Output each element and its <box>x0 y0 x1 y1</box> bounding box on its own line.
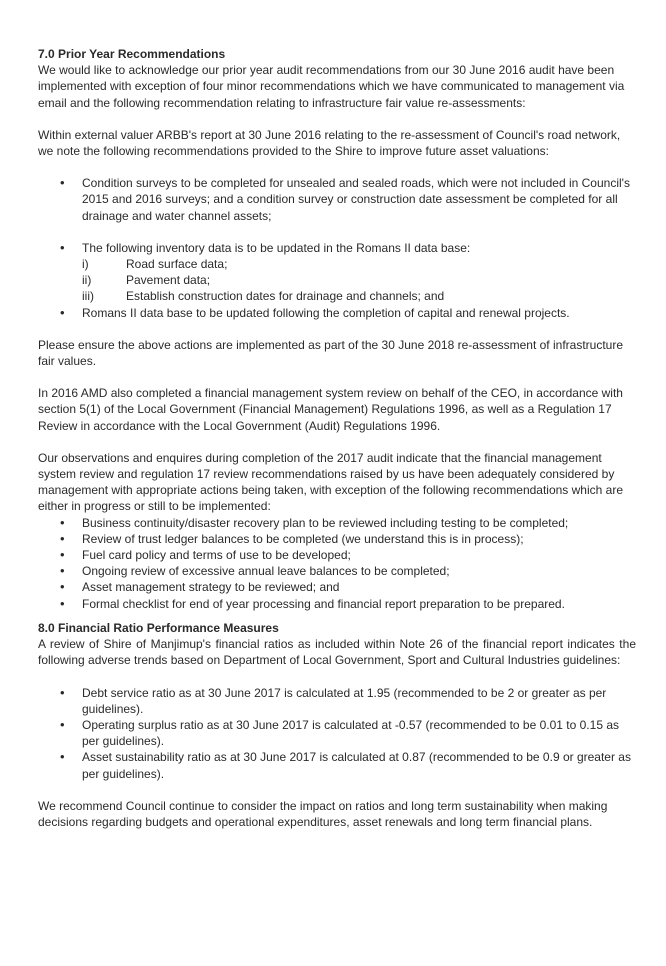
list-item: • Romans II data base to be updated following the completion of capital and renewal projects. <box>38 305 636 321</box>
valuer-recommendations <box>38 175 636 224</box>
inventory-sublist <box>38 256 636 305</box>
list-item: • Ongoing review of excessive annual leave balances to be completed; <box>38 563 636 579</box>
sub-item-number: ii) <box>82 273 92 288</box>
section-8-heading: 8.0 Financial Ratio Performance Measures <box>38 620 279 635</box>
sub-item <box>82 288 636 304</box>
valuer-paragraph: Within external valuer ARBB's report at 30 June 2016 relating to the re-assessment of Council's road network, we note the following recommendations provided to the Shire to improve future asset valuations: <box>38 127 621 159</box>
sub-item-number: i) <box>82 257 89 272</box>
list-item: • Formal checklist for end of year processing and financial report preparation to be prepared. <box>38 596 636 612</box>
list-item <box>38 240 636 305</box>
list-item: • Condition surveys to be completed for unsealed and sealed roads, which were not included in Council's 2015 and 2016 surveys; and a condition survey or construction date assessment be completed for all drainage and water channel assets; <box>38 175 636 224</box>
list-item: • Business continuity/disaster recovery plan to be reviewed including testing to be completed; <box>38 515 636 531</box>
sub-item <box>82 272 636 288</box>
observations-paragraph: Our observations and enquires during completion of the 2017 audit indicate that the financial management system review and regulation 17 review recommendations raised by us have been adequately considered by management with appropriate actions being taken, with exception of the following recommendations which are either in progress or still to be implemented: <box>38 450 623 514</box>
section-8-intro: A review of Shire of Manjimup's financial ratios as included within Note 26 of the financial report indicates the following adverse trends based on Department of Local Government, Sport and Cultural Industries guidelines: <box>38 637 636 668</box>
sub-item-text: Road surface data; <box>126 257 228 272</box>
sub-item <box>82 256 636 272</box>
outstanding-recommendations <box>38 515 636 612</box>
recommend-paragraph: We recommend Council continue to consider the impact on ratios and long term sustainability when making decisions regarding budgets and operational expenditures, asset renewals and long term financial plans. <box>38 798 608 829</box>
section-7-heading: 7.0 Prior Year Recommendations <box>38 47 226 61</box>
list-item: • Operating surplus ratio as at 30 June 2017 is calculated at -0.57 (recommended to be 0.01 to 0.15 as per guidelines). <box>38 717 636 749</box>
ratio-list <box>38 685 636 782</box>
list-item-text: The following inventory data is to be updated in the Romans II data base: <box>82 240 471 255</box>
list-item: • Asset sustainability ratio as at 30 June 2017 is calculated at 0.87 (recommended to be 0.9 or greater as per guidelines). <box>38 749 636 781</box>
sub-item-number: iii) <box>82 289 94 304</box>
sub-item-text: Establish construction dates for drainage and channels; and <box>126 289 445 304</box>
amd-paragraph: In 2016 AMD also completed a financial management system review on behalf of the CEO, in accordance with section 5(1) of the Local Government (Financial Management) Regulations 1996, as well as a Regulation 17 Review in accordance with the Local Government (Audit) Regulations 1996. <box>38 386 623 433</box>
section-7-intro: We would like to acknowledge our prior year audit recommendations from our 30 June 2016 audit have been implemented with exception of four minor recommendations which we have communicated to management via email and the following recommendation relating to infrastructure fair value re-assessments: <box>38 63 625 110</box>
list-item: • Asset management strategy to be reviewed; and <box>38 579 636 595</box>
inventory-recommendations <box>38 240 636 321</box>
list-item: • Review of trust ledger balances to be completed (we understand this is in process); <box>38 531 636 547</box>
ensure-paragraph: Please ensure the above actions are implemented as part of the 30 June 2018 re-assessment of infrastructure fair values. <box>38 337 623 369</box>
sub-item-text: Pavement data; <box>126 273 211 288</box>
list-item: • Fuel card policy and terms of use to be developed; <box>38 547 636 563</box>
list-item: • Debt service ratio as at 30 June 2017 is calculated at 1.95 (recommended to be 2 or greater as per guidelines). <box>38 685 636 717</box>
